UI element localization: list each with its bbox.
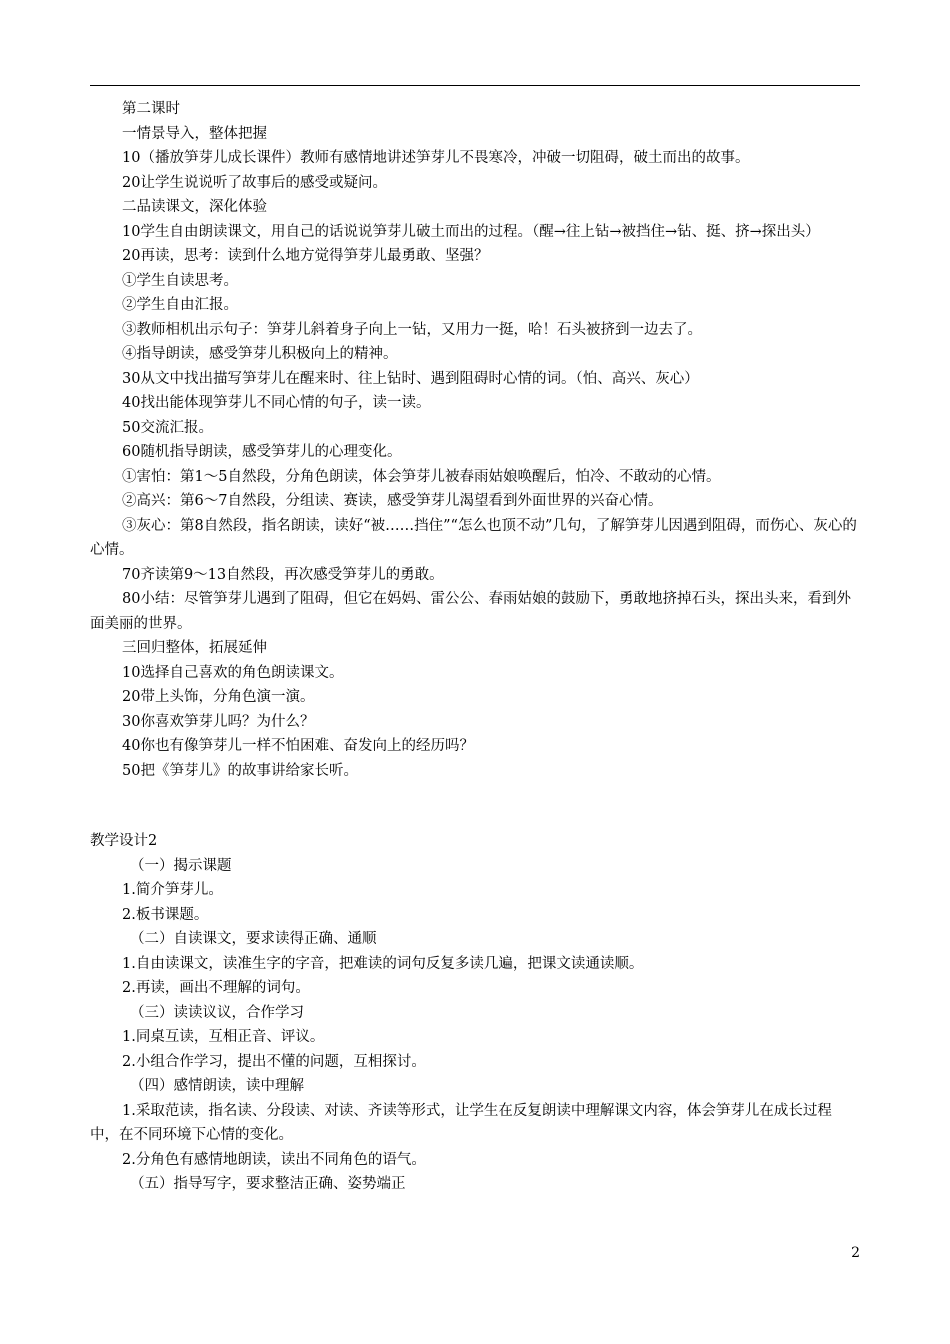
list-item: 1.同桌互读，互相正音、评议。 <box>122 1029 325 1045</box>
list-item: ③灰心：第8自然段，指名朗读，读好“被……挡住”“怎么也顶不动”几句，了解笋芽儿因遇到阻碍，而伤心、灰心的心情。 <box>90 517 857 558</box>
list-item: 50交流汇报。 <box>122 419 213 436</box>
list-item: 1.自由读课文，读准生字的字音，把难读的词句反复多读几遍，把课文读通读顺。 <box>122 955 644 972</box>
list-item: 2.再读，画出不理解的词句。 <box>122 980 310 996</box>
list-item: 40找出能体现笋芽儿不同心情的句子，读一读。 <box>122 395 431 411</box>
list-item: 1.采取范读，指名读、分段读、对读、齐读等形式，让学生在反复朗读中理解课文内容，体会笋芽儿在成长过程中，在不同环境下心情的变化。 <box>90 1102 832 1143</box>
list-item: 20让学生说说听了故事后的感受或疑问。 <box>122 174 387 191</box>
list-item: 10学生自由朗读课文，用自己的话说说笋芽儿破土而出的过程。（醒→往上钻→被挡住→钻、挺、挤→探出头） <box>122 223 820 240</box>
list-item: ②学生自由汇报。 <box>122 297 238 313</box>
header-rule <box>90 85 860 86</box>
section-heading: （一）揭示课题 <box>130 857 232 874</box>
lesson-title: 第二课时 <box>122 101 180 117</box>
list-item: 20带上头饰，分角色演一演。 <box>122 689 315 705</box>
list-item: 80小结：尽管笋芽儿遇到了阻碍，但它在妈妈、雷公公、春雨姑娘的鼓励下，勇敢地挤掉石头，探出头来，看到外面美丽的世界。 <box>90 591 851 632</box>
section-heading: （四）感情朗读，读中理解 <box>130 1078 304 1094</box>
list-item: ①害怕：第1～5自然段，分角色朗读，体会笋芽儿被春雨姑娘唤醒后，怕冷、不敢动的心情。 <box>122 468 721 485</box>
list-item: 60随机指导朗读，感受笋芽儿的心理变化。 <box>122 444 402 460</box>
section-heading: 三回归整体，拓展延伸 <box>122 640 267 656</box>
list-item: ③教师相机出示句子：笋芽儿斜着身子向上一钻，又用力一挺，哈！石头被挤到一边去了。 <box>122 321 702 338</box>
list-item: 10选择自己喜欢的角色朗读课文。 <box>122 664 344 681</box>
list-item: 2.小组合作学习，提出不懂的问题，互相探讨。 <box>122 1053 426 1070</box>
list-item: 2.分角色有感情地朗读，读出不同角色的语气。 <box>122 1151 426 1168</box>
list-item: ②高兴：第6～7自然段，分组读、赛读，感受笋芽儿渴望看到外面世界的兴奋心情。 <box>122 493 663 509</box>
list-item: 10（播放笋芽儿成长课件）教师有感情地讲述笋芽儿不畏寒冷，冲破一切阻碍，破土而出的故事。 <box>122 150 750 166</box>
list-item: 30你喜欢笋芽儿吗？为什么？ <box>122 713 315 730</box>
list-item: 40你也有像笋芽儿一样不怕困难、奋发向上的经历吗？ <box>122 738 474 754</box>
section-heading: （二）自读课文，要求读得正确、通顺 <box>130 931 377 947</box>
section-gap <box>90 783 860 829</box>
page-number: 2 <box>851 1245 860 1261</box>
list-item: 30从文中找出描写笋芽儿在醒来时、往上钻时、遇到阻碍时心情的词。（怕、高兴、灰心） <box>122 370 699 387</box>
list-item: 50把《笋芽儿》的故事讲给家长听。 <box>122 762 358 779</box>
document-body <box>90 97 860 1197</box>
list-item: 1.简介笋芽儿。 <box>122 882 223 898</box>
list-item: ④指导朗读，感受笋芽儿积极向上的精神。 <box>122 346 398 362</box>
design-title: 教学设计2 <box>90 833 158 849</box>
section-heading: （三）读读议议，合作学习 <box>130 1004 304 1021</box>
section-heading: （五）指导写字，要求整洁正确、姿势端正 <box>130 1176 406 1192</box>
list-item: 2.板书课题。 <box>122 906 209 923</box>
list-item: ①学生自读思考。 <box>122 272 238 289</box>
section-heading: 一情景导入，整体把握 <box>122 125 267 142</box>
list-item: 20再读，思考：读到什么地方觉得笋芽儿最勇敢、坚强？ <box>122 248 489 264</box>
list-item: 70齐读第9～13自然段，再次感受笋芽儿的勇敢。 <box>122 566 444 583</box>
section-heading: 二品读课文，深化体验 <box>122 199 267 215</box>
